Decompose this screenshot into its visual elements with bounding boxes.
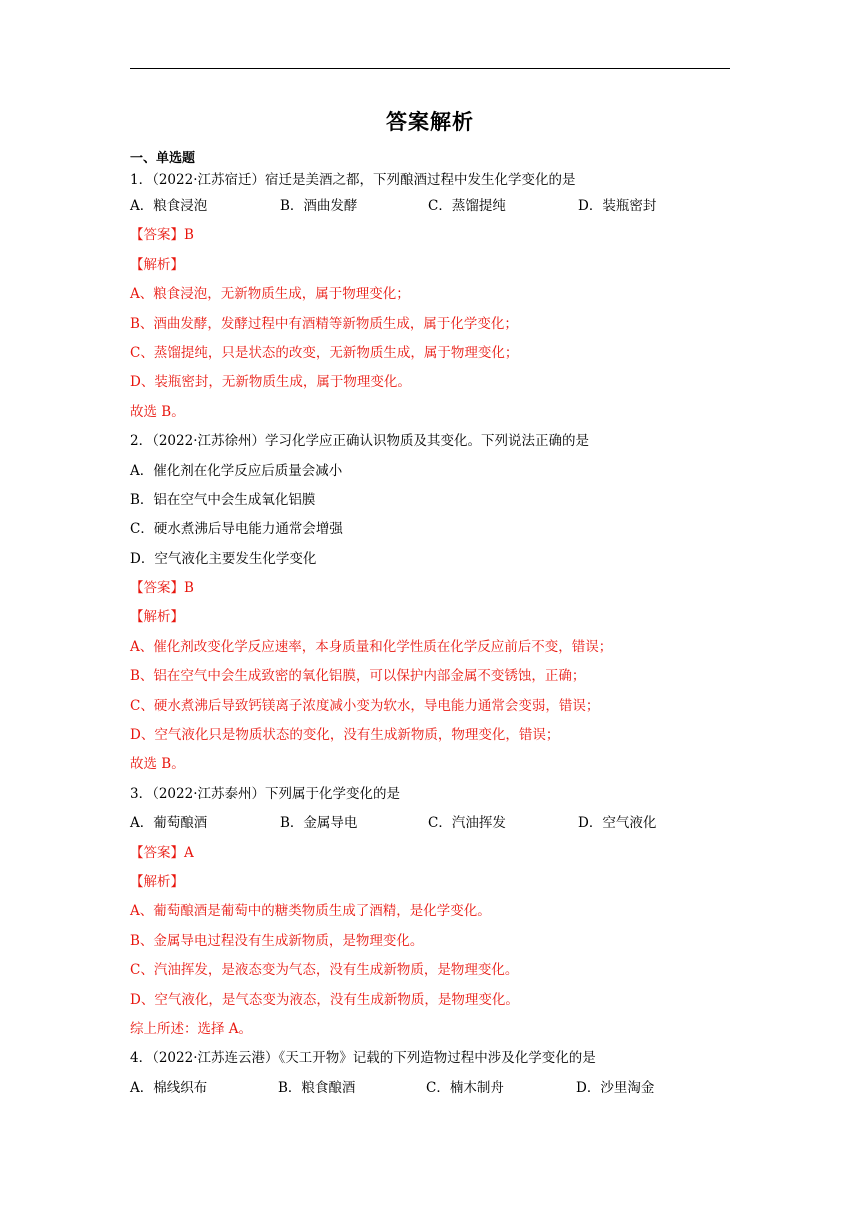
q1-answer: 【答案】B bbox=[130, 227, 194, 244]
q1-stem: 1．（2022·江苏宿迁）宿迁是美酒之都，下列酿酒过程中发生化学变化的是 bbox=[130, 172, 576, 188]
q1-analysis-a: A、粮食浸泡，无新物质生成，属于物理变化； bbox=[130, 286, 410, 303]
q4-option-a: A．棉线织布 bbox=[130, 1079, 208, 1096]
page-title: 答案解析 bbox=[386, 110, 474, 134]
q2-option-a: A．催化剂在化学反应后质量会减小 bbox=[130, 462, 343, 479]
q3-option-b: B．金属导电 bbox=[280, 815, 358, 832]
q2-analysis-c: C、硬水煮沸后导致钙镁离子浓度减小变为软水，导电能力通常会变弱，错误； bbox=[130, 697, 600, 714]
q2-option-c: C．硬水煮沸后导电能力通常会增强 bbox=[130, 521, 343, 538]
q1-options bbox=[130, 192, 730, 221]
q3-answer: 【答案】A bbox=[130, 844, 194, 861]
q1-option-c: C．蒸馏提纯 bbox=[428, 198, 506, 214]
q2-analysis-a: A、催化剂改变化学反应速率，本身质量和化学性质在化学反应前后不变，错误； bbox=[130, 638, 613, 655]
q3-option-c: C．汽油挥发 bbox=[428, 815, 506, 832]
q1-analysis-b: B、酒曲发酵，发酵过程中有酒精等新物质生成，属于化学变化； bbox=[130, 315, 518, 332]
q2-conclusion: 故选 B。 bbox=[130, 756, 185, 773]
document-body bbox=[130, 150, 730, 1103]
q1-analysis-c: C、蒸馏提纯，只是状态的改变，无新物质生成，属于物理变化； bbox=[130, 344, 519, 361]
q1-option-d: D．装瓶密封 bbox=[578, 198, 657, 214]
q3-analysis-b: B、金属导电过程没有生成新物质，是物理变化。 bbox=[130, 932, 424, 949]
q1-option-a: A．粮食浸泡 bbox=[130, 198, 208, 214]
section-heading: 一、单选题 bbox=[130, 151, 196, 166]
q3-option-d: D．空气液化 bbox=[578, 815, 657, 832]
q4-stem: 4．（2022·江苏连云港）《天工开物》记载的下列造物过程中涉及化学变化的是 bbox=[130, 1050, 596, 1067]
q1-conclusion: 故选 B。 bbox=[130, 403, 185, 420]
q2-option-d: D．空气液化主要发生化学变化 bbox=[130, 550, 317, 567]
q1-option-b: B．酒曲发酵 bbox=[280, 198, 358, 214]
q4-option-b: B．粮食酿酒 bbox=[278, 1079, 356, 1096]
q1-analysis-d: D、装瓶密封，无新物质生成，属于物理变化。 bbox=[130, 374, 411, 391]
q2-analysis-d: D、空气液化只是物质状态的变化，没有生成新物质，物理变化，错误； bbox=[130, 727, 560, 744]
q4-option-d: D．沙里淘金 bbox=[576, 1079, 655, 1096]
q4-options bbox=[130, 1074, 730, 1103]
q2-option-b: B．铝在空气中会生成氧化铝膜 bbox=[130, 491, 316, 508]
q4-option-c: C．楠木制舟 bbox=[426, 1079, 504, 1096]
q2-analysis-label: 【解析】 bbox=[130, 609, 184, 626]
q2-analysis-b: B、铝在空气中会生成致密的氧化铝膜，可以保护内部金属不变锈蚀，正确； bbox=[130, 668, 586, 685]
q3-analysis-label: 【解析】 bbox=[130, 873, 184, 890]
q3-option-a: A．葡萄酿酒 bbox=[130, 815, 208, 832]
q3-conclusion: 综上所述：选择 A。 bbox=[130, 1020, 253, 1037]
q1-analysis-label: 【解析】 bbox=[130, 256, 184, 273]
q3-stem: 3．（2022·江苏泰州）下列属于化学变化的是 bbox=[130, 785, 400, 802]
q2-stem: 2．（2022·江苏徐州）学习化学应正确认识物质及其变化。下列说法正确的是 bbox=[130, 433, 589, 450]
header-rule bbox=[130, 68, 730, 69]
q3-analysis-d: D、空气液化，是气态变为液态，没有生成新物质，是物理变化。 bbox=[130, 991, 519, 1008]
q3-analysis-a: A、葡萄酿酒是葡萄中的糖类物质生成了酒精，是化学变化。 bbox=[130, 903, 491, 920]
q3-options bbox=[130, 809, 730, 838]
q2-answer: 【答案】B bbox=[130, 580, 194, 597]
q3-analysis-c: C、汽油挥发，是液态变为气态，没有生成新物质，是物理变化。 bbox=[130, 962, 519, 979]
